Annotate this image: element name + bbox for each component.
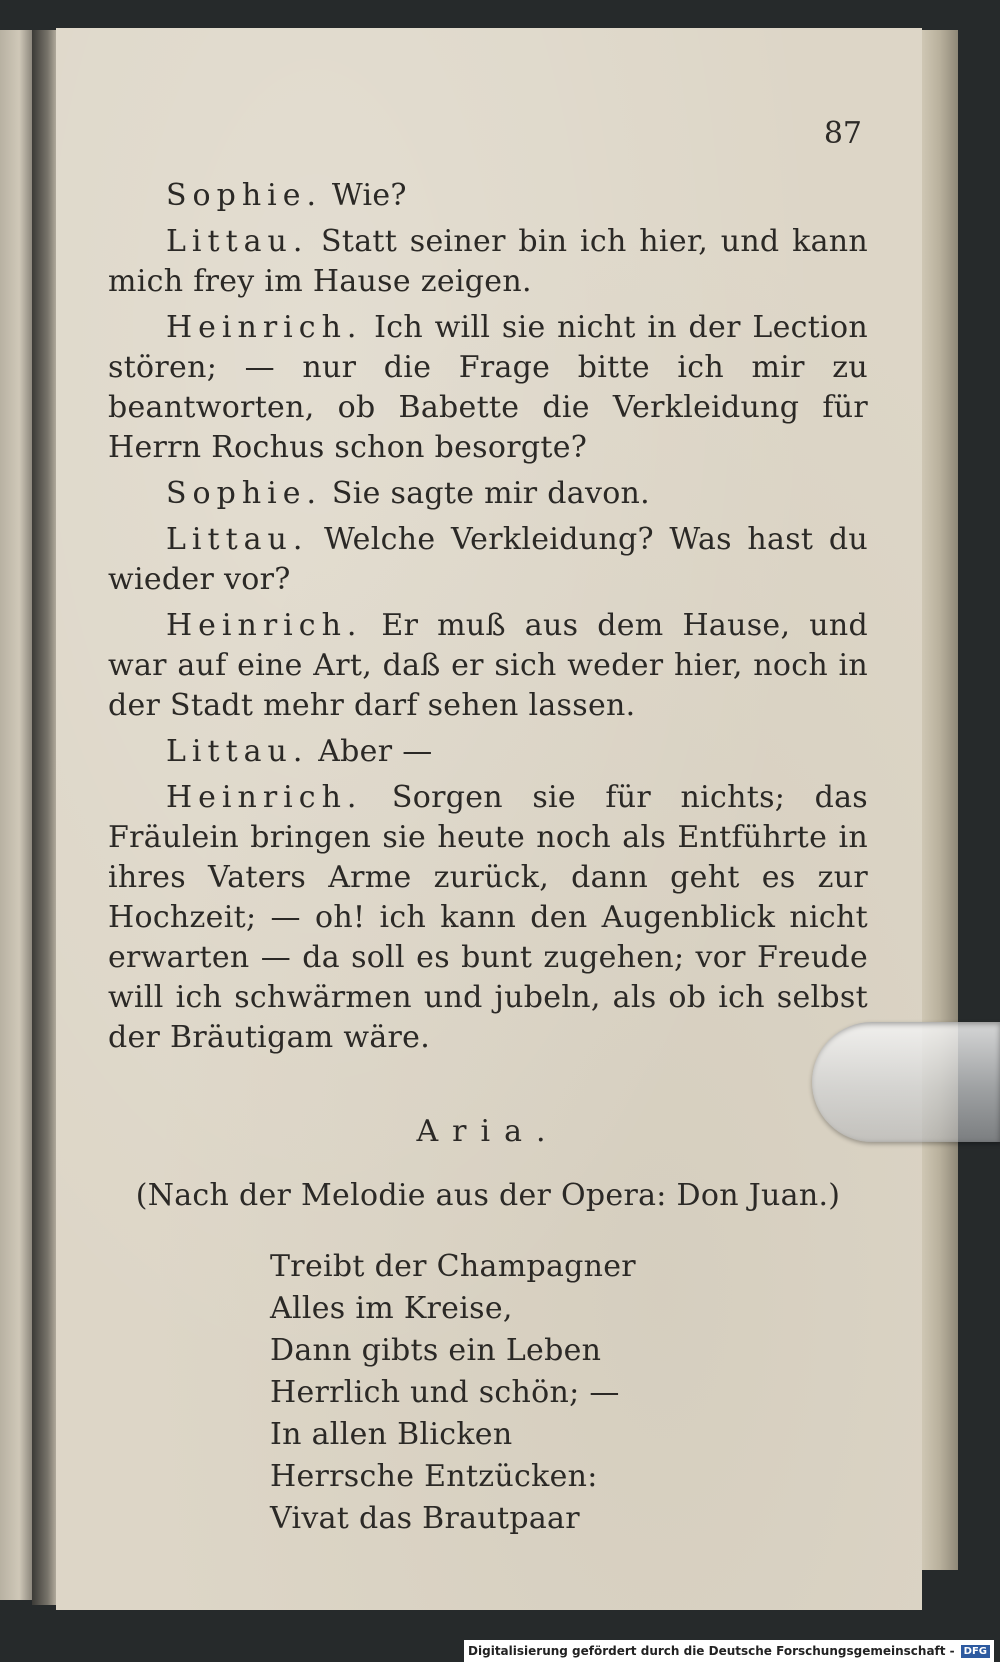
verse-line: Treibt der Champagner [270, 1249, 636, 1284]
speaker-name: Littau. [166, 734, 309, 769]
book-gutter [32, 30, 58, 1605]
verse-line: Vivat das Brautpaar [270, 1501, 580, 1536]
verse-line: Dann gibts ein Leben [270, 1333, 602, 1368]
dialogue-text: Sorgen sie für nichts; das Fräulein bringen sie heute noch als Entführte in ihres Vaters Arme zurück, dann geht es zur Hochzeit; — oh! ich kann den Augenblick nicht erwarten — da soll es bunt zugehen; vor Freude will ich schwärmen und jubeln, als ob ich selbst der Bräutigam wäre. [108, 780, 868, 1055]
dialogue-text: Statt seiner bin ich hier, und kann mich frey im Hause zeigen. [108, 224, 868, 299]
verse-line: In allen Blicken [270, 1417, 513, 1452]
speaker-name: Heinrich. [166, 608, 363, 643]
verse-line: Herrsche Entzücken: [270, 1459, 598, 1494]
dialogue-line [108, 520, 868, 600]
left-page-edge [0, 30, 32, 1600]
dialogue-line [108, 474, 868, 514]
speaker-name: Sophie. [166, 178, 323, 213]
dialogue-text: Sie sagte mir davon. [322, 476, 651, 511]
book-page [56, 28, 922, 1610]
dialogue-line [108, 176, 868, 216]
speaker-name: Heinrich. [166, 310, 363, 345]
plastic-page-clip [812, 1022, 1000, 1142]
dialogue-line [108, 222, 868, 302]
footer-credit: Digitalisierung gefördert durch die Deutsche Forschungsgemeinschaft - [468, 1644, 955, 1658]
page-stack-edge [922, 30, 958, 1570]
dialogue-text: Aber — [308, 734, 433, 769]
page-number: 87 [823, 116, 862, 151]
speaker-name: Heinrich. [166, 780, 363, 815]
speaker-name: Littau. [166, 522, 309, 557]
dfg-logo-icon: DFG [961, 1645, 990, 1658]
aria-note: (Nach der Melodie aus der Opera: Don Juan.) [135, 1178, 841, 1213]
dialogue-text: Welche Verkleidung? Was hast du wieder vor? [108, 522, 868, 597]
dialogue-line [108, 732, 868, 772]
dialogue-text: Er muß aus dem Hause, und war auf eine Art, daß er sich weder hier, noch in der Stadt mehr darf sehen lassen. [108, 608, 868, 723]
dialogue-line [108, 778, 868, 1058]
dialogue-line [108, 308, 868, 468]
digitization-footer [464, 1640, 994, 1662]
verse-line: Alles im Kreise, [270, 1291, 513, 1326]
speaker-name: Sophie. [166, 476, 323, 511]
speaker-name: Littau. [166, 224, 309, 259]
dialogue-text: Ich will sie nicht in der Lection stören; — nur die Frage bitte ich mir zu beantworten, ob Babette die Verkleidung für Herrn Rochus schon besorgte? [108, 310, 868, 465]
aria-title: Aria. [416, 1114, 560, 1149]
page-text [108, 176, 868, 1540]
verse-line: Herrlich und schön; — [270, 1375, 620, 1410]
dialogue-text: Wie? [322, 178, 407, 213]
dialogue-line [108, 606, 868, 726]
